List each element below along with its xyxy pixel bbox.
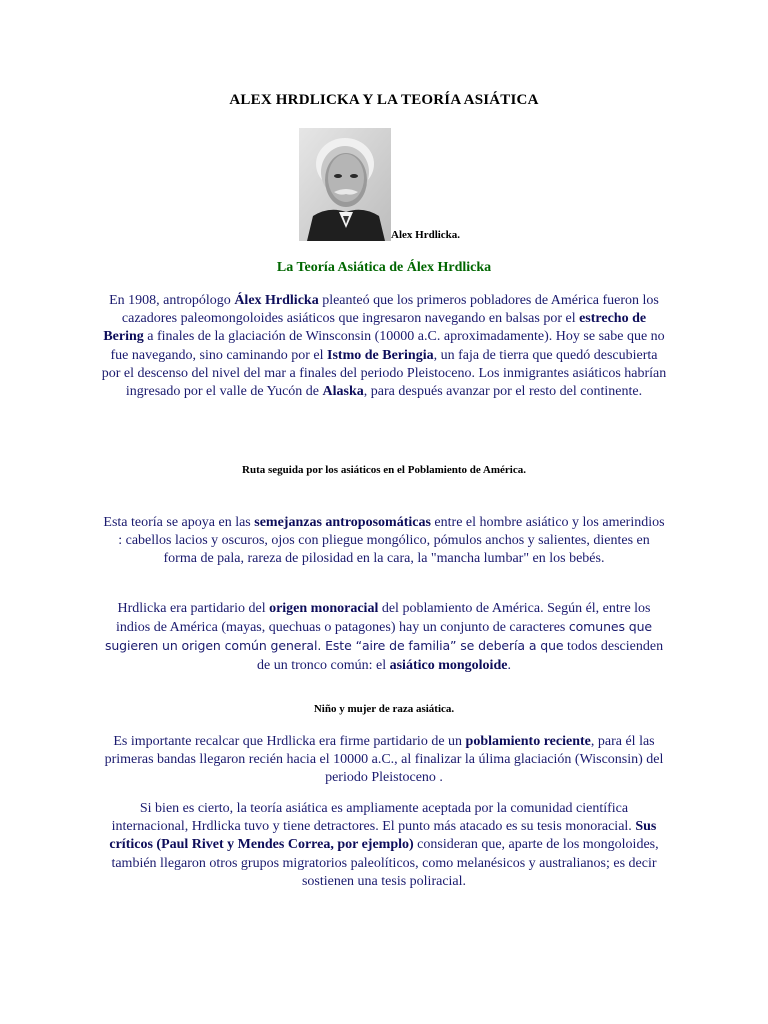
- page-title: ALEX HRDLICKA Y LA TEORÍA ASIÁTICA: [229, 92, 539, 108]
- section-subtitle: La Teoría Asiática de Álex Hrdlicka: [276, 260, 492, 275]
- emphasis-origen: origen monoracial: [269, 601, 379, 616]
- emphasis-bering: estrecho de Bering: [103, 311, 647, 345]
- paragraph-4: Es importante recalcar que Hrdlicka era firme partidario de un poblamiento reciente, para él las primeras bandas llegaron recién hacia el 10000 a.C., al finalizar la úlima glaciación (Wisconsin) del periodo Pleistoceno .: [104, 734, 664, 786]
- paragraph-5: Si bien es cierto, la teoría asiática es ampliamente aceptada por la comunidad científica internacional, Hrdlicka tuvo y tiene detractores. El punto más atacado es su tesis monoracial. Sus críticos (Paul Rivet y Mendes Correa, por ejemplo) consideran que, aparte de los mongoloides, también llegaron otros grupos migratorios paleolíticos, como melanésicos y australianos; es decir sostienen una tesis poliracial.: [109, 801, 659, 889]
- emphasis-hrdlicka: Álex Hrdlicka: [234, 293, 319, 308]
- emphasis-mongoloide: asiático mongoloide: [389, 657, 508, 673]
- child-caption: Niño y mujer de raza asiática.: [313, 703, 455, 715]
- paragraph-3: Hrdlicka era partidario del origen monoracial del poblamiento de América. Según él, entre los indios de América (mayas, quechuas o patagones) hay un conjunto de caracteres comunes que sugieren un origen común general. Este “aire de familia” se debería a que todos descienden de un tronco común: el asiático mongoloide.: [104, 601, 664, 673]
- route-caption: Ruta seguida por los asiáticos en el Poblamiento de América.: [242, 464, 526, 476]
- paragraph-1: En 1908, antropólogo Álex Hrdlicka pleanteó que los primeros pobladores de América fueron los cazadores paleomongoloides asiáticos que ingresaron navegando en balsas por el estrecho de Bering a finales de la glaciación de Winsconsin (10000 a.C. aproximadamente). Hoy se sabe que no fue navegando, sino caminando por el Istmo de Beringia, un faja de tierra que quedó descubierta por el descenso del nivel del mar a finales del periodo Pleistoceno. Los inmigrantes asiáticos habrían ingresado por el valle de Yucón de Alaska, para después avanzar por el resto del continente.: [101, 293, 667, 400]
- emphasis-criticos: Sus críticos (Paul Rivet y Mendes Correa, por ejemplo): [109, 819, 657, 853]
- photo-caption: Alex Hrdlicka.: [391, 229, 461, 241]
- emphasis-reciente: poblamiento reciente: [465, 734, 591, 749]
- emphasis-alaska: Alaska: [322, 384, 364, 400]
- portrait-photo: [299, 128, 391, 241]
- emphasis-beringia: Istmo de Beringia: [327, 347, 434, 363]
- emphasis-semejanzas: semejanzas antroposomáticas: [254, 515, 431, 530]
- paragraph-2: Esta teoría se apoya en las semejanzas antroposomáticas entre el hombre asiático y los amerindios : cabellos lacios y oscuros, ojos con pliegue mongólico, pómulos anchos y salientes, dientes en forma de pala, rareza de pilosidad en la cara, la "mancha lumbar" en los bebés.: [103, 515, 665, 567]
